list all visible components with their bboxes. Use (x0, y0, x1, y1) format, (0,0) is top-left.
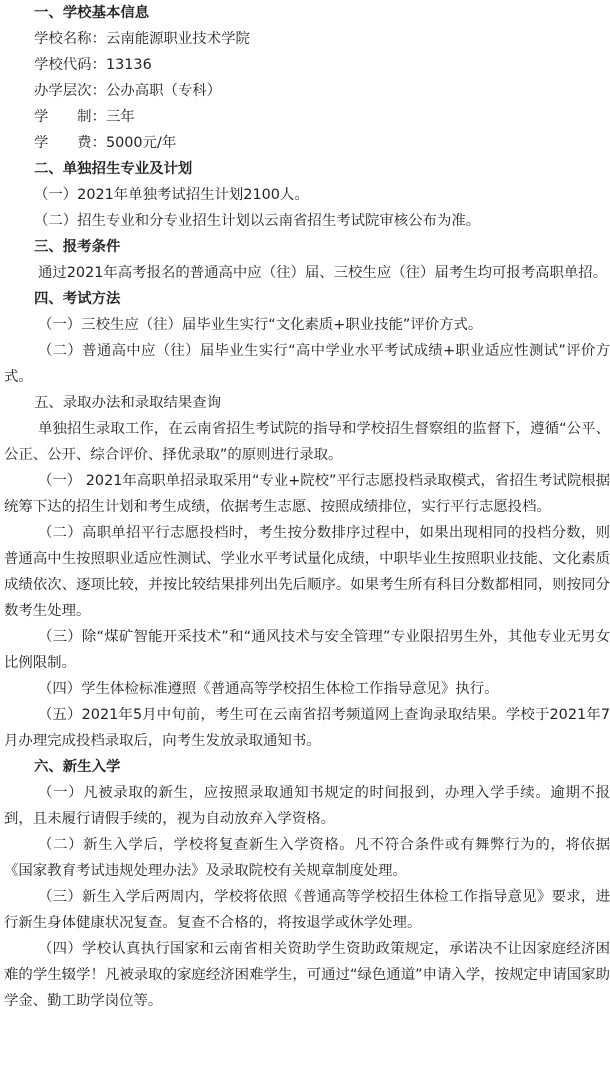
admission-item-1: （一） 2021年高职单招录取采用“专业+院校”平行志愿投档录取模式，省招生考试院根据统筹下达的招生计划和考生成绩，依据考生志愿、按照成绩排位，实行平行志愿投档。 (4, 473, 610, 515)
section-heading-eligibility: 三、报考条件 (34, 239, 121, 255)
school-code: 学校代码：13136 (34, 57, 152, 73)
enrollment-plan-item-1: （一）2021年单独考试招生计划2100人。 (34, 187, 309, 203)
school-duration: 学 制：三年 (34, 109, 135, 125)
eligibility-paragraph: 通过2021年高考报名的普通高中应（往）届、三校生应（往）届考生均可报考高职单招。 (38, 265, 608, 281)
new-students-item-3: （三）新生入学后两周内，学校将依照《普通高等学校招生体检工作指导意见》要求，进行新生身体健康状况复查。复查不合格的，将按退学或休学处理。 (4, 889, 610, 931)
exam-method-item-2: （二）普通高中应（往）届毕业生实行“高中学业水平考试成绩+职业适应性测试”评价方式。 (4, 343, 610, 385)
admission-item-3: （三）除“煤矿智能开采技术”和“通风技术与安全管理”专业限招男生外，其他专业无男女比例限制。 (4, 629, 610, 671)
admission-item-2: （二）高职单招平行志愿投档时，考生按分数排序过程中，如果出现相同的投档分数，则普通高中生按照职业适应性测试、学业水平考试量化成绩，中职毕业生按照职业技能、文化素质成绩依次、逐项比较，并按比较结果排列出先后顺序。如果考生所有科目分数都相同，则按同分数考生处理。 (4, 525, 610, 619)
section-heading-enrollment-plan: 二、单独招生专业及计划 (34, 161, 193, 177)
school-fee: 学 费：5000元/年 (34, 135, 177, 151)
new-students-item-4: （四）学校认真执行国家和云南省相关资助学生资助政策规定，承诺决不让因家庭经济困难的学生辍学！凡被录取的家庭经济困难学生，可通过“绿色通道”申请入学，按规定申请国家助学金、勤工助学岗位等。 (4, 941, 610, 1009)
section-heading-admission: 五、录取办法和录取结果查询 (34, 395, 222, 411)
school-name: 学校名称：云南能源职业技术学院 (34, 31, 250, 47)
admission-item-5: （五）2021年5月中旬前，考生可在云南省招考频道网上查询录取结果。学校于2021年7月办理完成投档录取后，向考生发放录取通知书。 (4, 707, 610, 749)
section-heading-exam-method: 四、考试方法 (34, 291, 121, 307)
admission-item-4: （四）学生体检标准遵照《普通高等学校招生体检工作指导意见》执行。 (38, 681, 499, 697)
new-students-item-1: （一）凡被录取的新生，应按照录取通知书规定的时间报到，办理入学手续。逾期不报到，且未履行请假手续的，视为自动放弃入学资格。 (4, 785, 610, 827)
new-students-item-2: （二）新生入学后，学校将复查新生入学资格。凡不符合条件或有舞弊行为的，将依据《国家教育考试违规处理办法》及录取院校有关规章制度处理。 (4, 837, 610, 879)
school-level: 办学层次：公办高职（专科） (34, 83, 222, 99)
section-heading-new-students: 六、新生入学 (34, 759, 121, 775)
enrollment-plan-item-2: （二）招生专业和分专业招生计划以云南省招生考试院审核公布为准。 (34, 213, 481, 229)
admission-intro-paragraph: 单独招生录取工作，在云南省招生考试院的指导和学校招生督察组的监督下，遵循“公平、公正、公开、综合评价、择优录取”的原则进行录取。 (4, 421, 610, 463)
section-heading-basic-info: 一、学校基本信息 (34, 5, 150, 21)
exam-method-item-1: （一）三校生应（往）届毕业生实行“文化素质+职业技能”评价方式。 (38, 317, 483, 333)
